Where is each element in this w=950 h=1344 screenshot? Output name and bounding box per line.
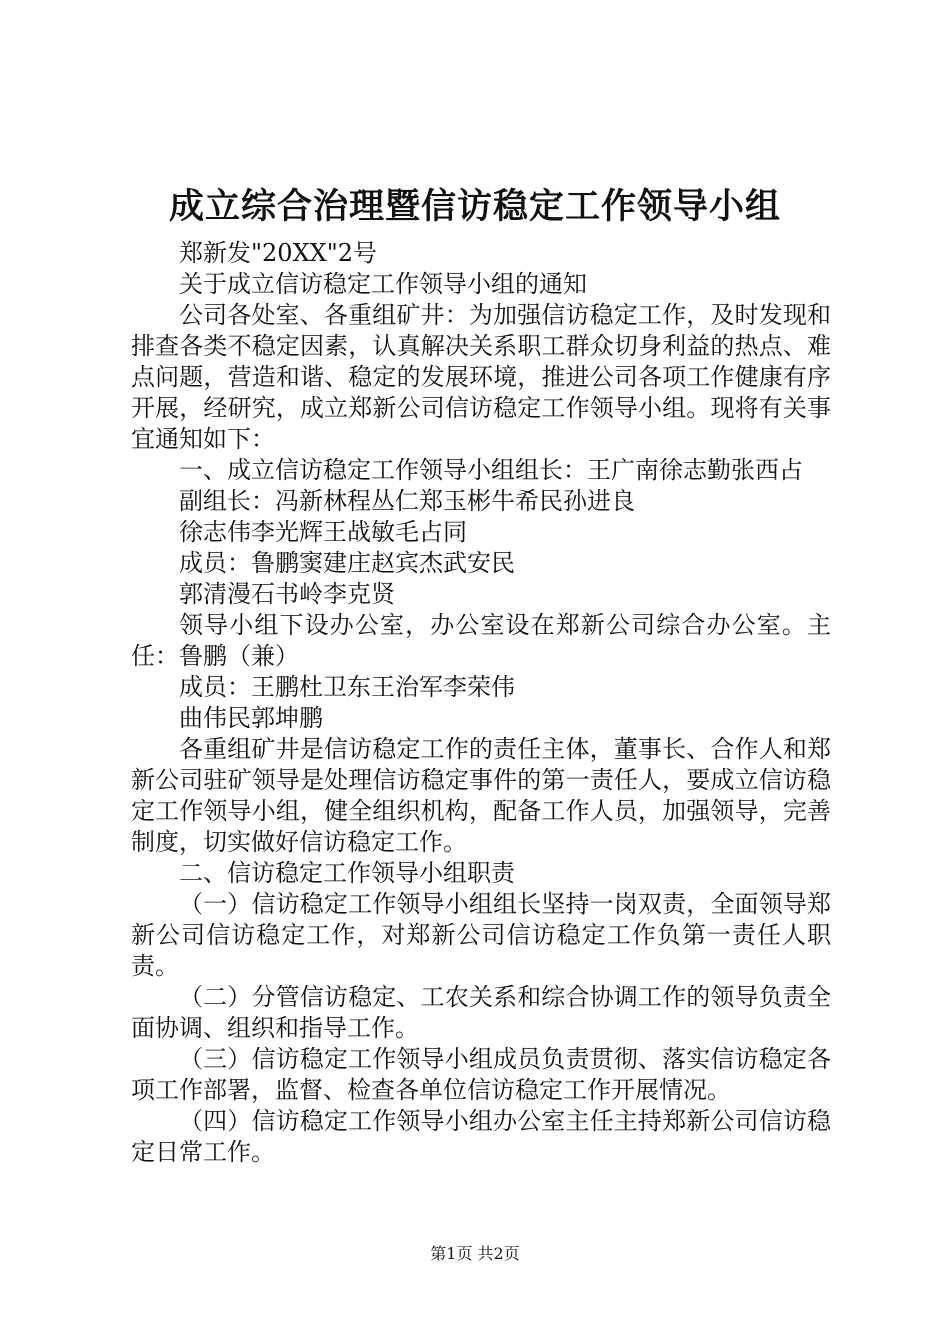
duty-item-3: （三）信访稳定工作领导小组成员负责贯彻、落实信访稳定各项工作部署，监督、检查各单位信访稳定工作开展情况。 — [131, 1045, 831, 1104]
deputy-leaders-continued: 徐志伟李光辉王战敏毛占同 — [179, 518, 467, 546]
duty-item-1: （一）信访稳定工作领导小组组长坚持一岗双责，全面领导郑新公司信访稳定工作，对郑新公司信访稳定工作负第一责任人职责。 — [131, 890, 831, 980]
notice-heading: 关于成立信访稳定工作领导小组的通知 — [179, 270, 587, 298]
duty-item-2: （二）分管信访稳定、工农关系和综合协调工作的领导负责全面协调、组织和指导工作。 — [131, 983, 831, 1042]
section-heading-1: 一、成立信访稳定工作领导小组组长：王广南徐志勤张西占 — [179, 456, 803, 484]
deputy-leaders: 副组长：冯新林程丛仁郑玉彬牛希民孙进良 — [179, 487, 635, 515]
body-paragraph: 公司各处室、各重组矿井：为加强信访稳定工作，及时发现和排查各类不稳定因素，认真解决关系职工群众切身利益的热点、难点问题，营造和谐、稳定的发展环境，推进公司各项工作健康有序开展，经研究，成立郑新公司信访稳定工作领导小组。现将有关事宜通知如下： — [131, 301, 831, 453]
section-heading-2: 二、信访稳定工作领导小组职责 — [179, 859, 515, 887]
members-continued: 郭清漫石书岭李克贤 — [179, 580, 395, 608]
duty-item-4: （四）信访稳定工作领导小组办公室主任主持郑新公司信访稳定日常工作。 — [131, 1107, 831, 1166]
document-body — [131, 238, 831, 1168]
document-title: 成立综合治理暨信访稳定工作领导小组 — [168, 186, 781, 227]
office-members-continued: 曲伟民郭坤鹏 — [179, 704, 323, 732]
body-paragraph: 各重组矿井是信访稳定工作的责任主体，董事长、合作人和郑新公司驻矿领导是处理信访稳定事件的第一责任人，要成立信访稳定工作领导小组，健全组织机构，配备工作人员，加强领导，完善制度，切实做好信访稳定工作。 — [131, 735, 831, 856]
office-members: 成员：王鹏杜卫东王治军李荣伟 — [179, 673, 515, 701]
document-number: 郑新发"20XX"2号 — [179, 239, 378, 267]
members: 成员：鲁鹏窦建庄赵宾杰武安民 — [179, 549, 515, 577]
page-footer: 第1页 共2页 — [430, 1244, 520, 1263]
office-paragraph: 领导小组下设办公室，办公室设在郑新公司综合办公室。主任：鲁鹏（兼） — [131, 611, 831, 670]
